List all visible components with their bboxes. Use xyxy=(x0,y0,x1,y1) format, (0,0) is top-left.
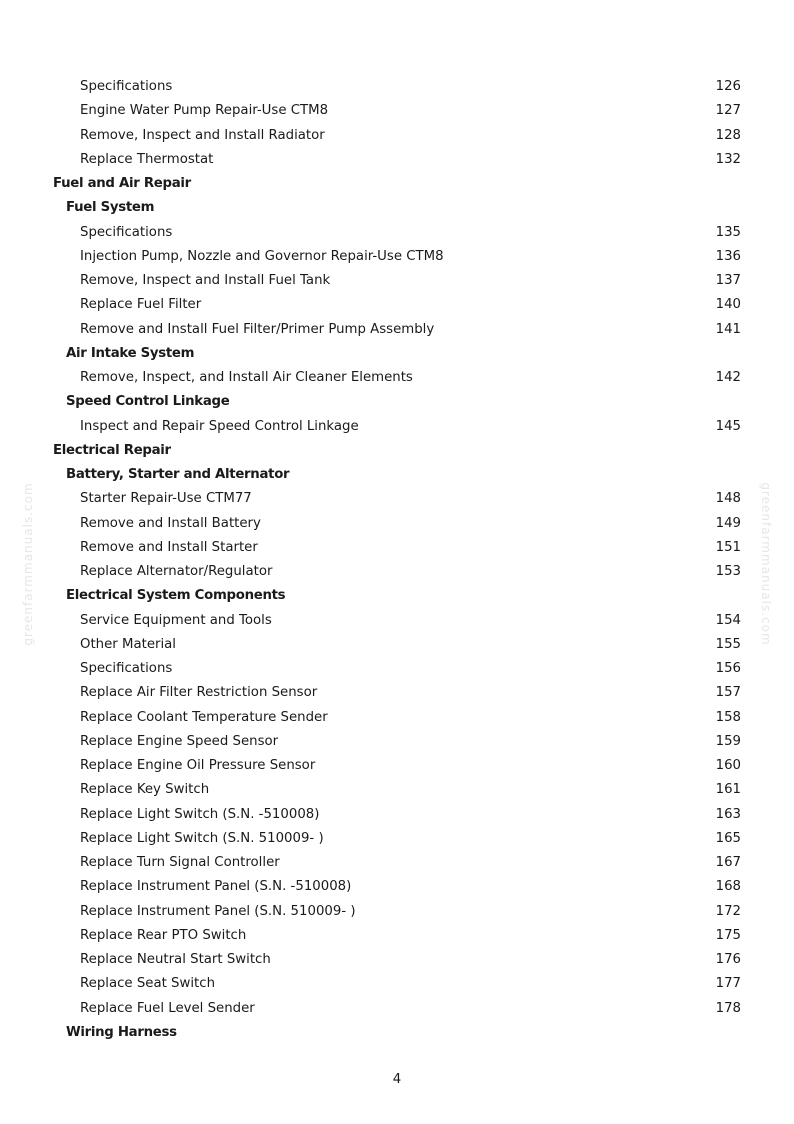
table-of-contents xyxy=(0,75,794,1045)
toc-entry-page-number: 128 xyxy=(715,127,741,143)
toc-entry-title: Engine Water Pump Repair-Use CTM8 xyxy=(80,103,329,119)
toc-entry-page-number: 135 xyxy=(715,224,741,240)
toc-entry[interactable] xyxy=(0,293,794,317)
toc-entry-page-number: 155 xyxy=(715,636,741,652)
toc-entry-title: Replace Coolant Temperature Sender xyxy=(80,709,328,725)
toc-entry-title: Remove, Inspect, and Install Air Cleaner Elements xyxy=(80,370,413,385)
toc-entry[interactable] xyxy=(0,997,794,1021)
toc-entry-title: Electrical System Components xyxy=(66,588,286,604)
toc-entry-page-number: 151 xyxy=(715,539,741,555)
toc-entry-page-number: 176 xyxy=(715,952,741,967)
toc-entry[interactable] xyxy=(0,415,794,439)
toc-entry[interactable] xyxy=(0,948,794,972)
toc-entry-page-number: 165 xyxy=(715,830,741,846)
toc-entry-page-number: 126 xyxy=(715,79,741,94)
toc-entry[interactable] xyxy=(0,99,794,123)
toc-entry-page-number: 148 xyxy=(715,491,741,507)
toc-subsection-heading[interactable] xyxy=(0,196,794,220)
toc-entry[interactable] xyxy=(0,221,794,245)
toc-entry-title: Speed Control Linkage xyxy=(66,394,230,410)
toc-entry-title: Air Intake System xyxy=(66,345,195,361)
toc-entry-page-number: 175 xyxy=(715,927,741,943)
toc-entry-title: Replace Air Filter Restriction Sensor xyxy=(80,685,318,701)
toc-entry-title: Specifications xyxy=(80,79,173,94)
toc-entry-page-number: 127 xyxy=(715,103,741,119)
toc-entry-page-number: 157 xyxy=(715,685,741,701)
toc-entry-title: Specifications xyxy=(80,224,173,240)
toc-entry-title: Remove and Install Starter xyxy=(80,539,258,555)
toc-entry-page-number: 153 xyxy=(715,564,741,579)
toc-entry-title: Replace Light Switch (S.N. -510008) xyxy=(80,806,320,822)
toc-entry[interactable] xyxy=(0,124,794,148)
toc-entry[interactable] xyxy=(0,875,794,899)
toc-entry[interactable] xyxy=(0,560,794,584)
toc-entry-page-number: 136 xyxy=(715,248,741,264)
toc-entry-page-number: 178 xyxy=(715,1000,741,1016)
toc-section-heading[interactable] xyxy=(0,172,794,196)
toc-entry-title: Replace Seat Switch xyxy=(80,976,215,992)
toc-entry[interactable] xyxy=(0,924,794,948)
toc-subsection-heading[interactable] xyxy=(0,463,794,487)
toc-entry[interactable] xyxy=(0,827,794,851)
toc-entry-title: Remove and Install Battery xyxy=(80,515,261,531)
toc-entry-title: Injection Pump, Nozzle and Governor Repair-Use CTM8 xyxy=(80,248,444,264)
toc-entry-title: Wiring Harness xyxy=(66,1024,177,1040)
toc-subsection-heading[interactable] xyxy=(0,1021,794,1045)
toc-entry-title: Inspect and Repair Speed Control Linkage xyxy=(80,418,359,434)
toc-entry-title: Replace Fuel Level Sender xyxy=(80,1000,255,1016)
toc-entry-page-number: 161 xyxy=(715,782,741,798)
toc-entry-title: Replace Engine Oil Pressure Sensor xyxy=(80,758,316,773)
toc-entry[interactable] xyxy=(0,803,794,827)
toc-entry-page-number: 149 xyxy=(715,515,741,531)
page-number: 4 xyxy=(392,1072,402,1087)
toc-entry[interactable] xyxy=(0,609,794,633)
toc-entry-page-number: 167 xyxy=(715,855,741,870)
toc-entry-page-number: 168 xyxy=(715,879,741,895)
toc-entry-title: Replace Instrument Panel (S.N. -510008) xyxy=(80,879,352,895)
toc-entry[interactable] xyxy=(0,366,794,390)
toc-entry-title: Fuel and Air Repair xyxy=(53,176,191,191)
toc-entry[interactable] xyxy=(0,245,794,269)
toc-entry[interactable] xyxy=(0,75,794,99)
toc-entry-page-number: 140 xyxy=(715,297,741,313)
watermark-left: greenfarmmanuals.com xyxy=(21,482,35,646)
toc-entry-page-number: 142 xyxy=(715,370,741,385)
toc-entry[interactable] xyxy=(0,730,794,754)
toc-entry-title: Remove, Inspect and Install Radiator xyxy=(80,127,325,143)
toc-entry-title: Fuel System xyxy=(66,200,155,216)
toc-entry-title: Battery, Starter and Alternator xyxy=(66,467,290,482)
toc-entry-page-number: 132 xyxy=(715,151,741,167)
toc-entry-title: Specifications xyxy=(80,661,173,676)
toc-entry-page-number: 159 xyxy=(715,733,741,749)
toc-entry[interactable] xyxy=(0,851,794,875)
toc-entry-title: Replace Key Switch xyxy=(80,782,210,798)
toc-entry-title: Other Material xyxy=(80,636,176,652)
toc-entry[interactable] xyxy=(0,487,794,511)
watermark-right: greenfarmmanuals.com xyxy=(759,482,773,646)
toc-subsection-heading[interactable] xyxy=(0,342,794,366)
toc-entry[interactable] xyxy=(0,706,794,730)
toc-entry-page-number: 154 xyxy=(715,612,741,628)
toc-entry-page-number: 141 xyxy=(715,321,741,337)
toc-entry-title: Replace Turn Signal Controller xyxy=(80,855,280,870)
toc-entry-title: Replace Neutral Start Switch xyxy=(80,952,271,967)
toc-entry[interactable] xyxy=(0,269,794,293)
toc-entry[interactable] xyxy=(0,778,794,802)
toc-subsection-heading[interactable] xyxy=(0,584,794,608)
toc-entry-page-number: 160 xyxy=(715,758,741,773)
toc-entry[interactable] xyxy=(0,148,794,172)
toc-entry-title: Remove, Inspect and Install Fuel Tank xyxy=(80,273,331,288)
toc-entry[interactable] xyxy=(0,318,794,342)
toc-entry-title: Service Equipment and Tools xyxy=(80,612,272,628)
toc-entry-title: Starter Repair-Use CTM77 xyxy=(80,491,252,507)
toc-entry[interactable] xyxy=(0,754,794,778)
toc-subsection-heading[interactable] xyxy=(0,390,794,414)
toc-entry-title: Replace Rear PTO Switch xyxy=(80,927,247,943)
toc-entry-page-number: 177 xyxy=(715,976,741,992)
toc-section-heading[interactable] xyxy=(0,439,794,463)
toc-entry-page-number: 163 xyxy=(715,806,741,822)
toc-entry[interactable] xyxy=(0,900,794,924)
toc-entry-title: Replace Alternator/Regulator xyxy=(80,564,273,579)
toc-entry-title: Replace Light Switch (S.N. 510009- ) xyxy=(80,830,324,846)
toc-entry-title: Replace Fuel Filter xyxy=(80,297,202,313)
toc-entry-page-number: 172 xyxy=(715,903,741,919)
toc-entry[interactable] xyxy=(0,536,794,560)
toc-entry-title: Electrical Repair xyxy=(53,442,171,458)
toc-entry-page-number: 145 xyxy=(715,418,741,434)
toc-entry-title: Replace Engine Speed Sensor xyxy=(80,733,279,749)
toc-entry-title: Replace Instrument Panel (S.N. 510009- ) xyxy=(80,903,356,919)
toc-entry-page-number: 156 xyxy=(715,661,741,676)
toc-entry[interactable] xyxy=(0,657,794,681)
toc-entry-page-number: 137 xyxy=(715,273,741,288)
toc-entry-page-number: 158 xyxy=(715,709,741,725)
toc-entry-title: Replace Thermostat xyxy=(80,151,214,167)
toc-entry[interactable] xyxy=(0,633,794,657)
toc-entry[interactable] xyxy=(0,681,794,705)
toc-entry-title: Remove and Install Fuel Filter/Primer Pump Assembly xyxy=(80,321,435,337)
toc-entry[interactable] xyxy=(0,972,794,996)
toc-entry[interactable] xyxy=(0,512,794,536)
